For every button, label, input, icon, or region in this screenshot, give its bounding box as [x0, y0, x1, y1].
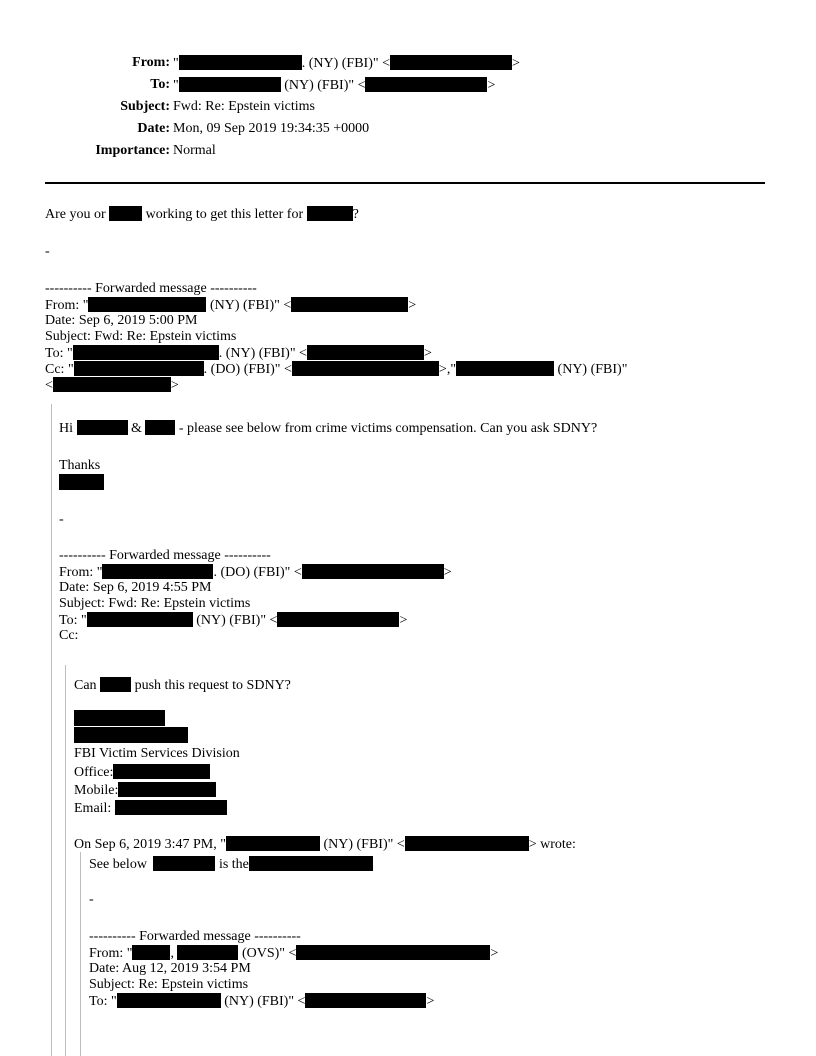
- redaction: [117, 993, 221, 1008]
- redaction: [59, 474, 104, 490]
- fwd-from: From: " (NY) (FBI)" < >: [45, 298, 417, 313]
- quote3-dash: -: [89, 892, 94, 907]
- forward-separator: ---------- Forwarded message ----------: [89, 929, 301, 944]
- signature-title: [74, 727, 188, 745]
- fwd-cc: Cc:: [59, 628, 79, 643]
- redaction: [296, 945, 490, 960]
- redaction: [74, 710, 165, 726]
- fwd-subject: Subject: Fwd: Re: Epstein victims: [59, 596, 251, 611]
- signature-mobile: Mobile:: [74, 782, 216, 799]
- quote3-see-below: See below is the: [89, 856, 373, 873]
- quote-bar-level-1: [51, 404, 52, 1056]
- signature-dash: -: [45, 244, 50, 259]
- redaction: [153, 856, 215, 871]
- from-label: From:: [132, 55, 170, 70]
- fwd-subject: Subject: Re: Epstein victims: [89, 977, 249, 992]
- redaction: [118, 782, 216, 797]
- subject-label: Subject:: [120, 99, 170, 114]
- quote1-dash: -: [59, 512, 64, 527]
- quote-bar-level-3: [80, 852, 81, 1056]
- fwd-from: From: " . (DO) (FBI)" < >: [59, 565, 452, 580]
- redaction: [291, 297, 408, 312]
- signature-email: Email:: [74, 800, 227, 817]
- redaction: [177, 945, 238, 960]
- to-value: " (NY) (FBI)" < >: [173, 78, 496, 93]
- importance-label: Importance:: [95, 143, 170, 158]
- fwd-cc: Cc: " . (DO) (FBI)" < >," (NY) (FBI)": [45, 362, 628, 377]
- redaction: [88, 297, 206, 312]
- quote2-request: Can push this request to SDNY?: [74, 678, 291, 693]
- forward-separator: ---------- Forwarded message ----------: [45, 281, 257, 296]
- redaction: [115, 800, 227, 815]
- fwd-cc-continued: < >: [45, 378, 179, 393]
- to-label: To:: [150, 77, 170, 92]
- fwd-date: Date: Aug 12, 2019 3:54 PM: [89, 961, 251, 976]
- quote-bar-level-2: [65, 665, 66, 1056]
- from-value: " . (NY) (FBI)" < >: [173, 56, 520, 71]
- redaction: [145, 420, 175, 435]
- importance-value: Normal: [173, 143, 216, 158]
- subject-value: Fwd: Re: Epstein victims: [173, 99, 315, 114]
- redaction: [307, 206, 353, 221]
- redaction: [277, 612, 399, 627]
- date-label: Date:: [137, 121, 170, 136]
- redaction: [77, 420, 128, 435]
- redaction: [179, 77, 281, 92]
- redaction: [226, 836, 320, 851]
- quote2-attribution: On Sep 6, 2019 3:47 PM, " (NY) (FBI)" < > wrote:: [74, 837, 576, 852]
- redaction: [179, 55, 302, 70]
- quote1-greeting: Hi & - please see below from crime victims compensation. Can you ask SDNY?: [59, 421, 598, 436]
- redaction: [74, 361, 204, 376]
- redaction: [100, 677, 131, 692]
- redaction: [305, 993, 426, 1008]
- fwd-to: To: " (NY) (FBI)" < >: [59, 613, 408, 628]
- date-value: Mon, 09 Sep 2019 19:34:35 +0000: [173, 121, 370, 136]
- redaction: [302, 564, 444, 579]
- redaction: [53, 377, 171, 392]
- redaction: [307, 345, 424, 360]
- redaction: [102, 564, 213, 579]
- forward-separator: ---------- Forwarded message ----------: [59, 548, 271, 563]
- signature-office: Office:: [74, 764, 210, 781]
- fwd-subject: Subject: Fwd: Re: Epstein victims: [45, 329, 237, 344]
- redaction: [113, 764, 210, 779]
- redaction: [456, 361, 554, 376]
- quote1-thanks: Thanks: [59, 458, 101, 473]
- redaction: [109, 206, 142, 221]
- header-divider: [45, 182, 765, 184]
- redaction: [405, 836, 529, 851]
- fwd-date: Date: Sep 6, 2019 5:00 PM: [45, 313, 198, 328]
- fwd-date: Date: Sep 6, 2019 4:55 PM: [59, 580, 212, 595]
- signature-division: FBI Victim Services Division: [74, 746, 240, 761]
- redaction: [74, 727, 188, 743]
- redaction: [132, 945, 170, 960]
- redaction: [73, 345, 219, 360]
- quote1-signature: [59, 474, 104, 492]
- redaction: [365, 77, 487, 92]
- signature-name: [74, 710, 165, 728]
- fwd-to: To: " . (NY) (FBI)" < >: [45, 346, 432, 361]
- body-line-1: Are you or working to get this letter for ?: [45, 207, 359, 222]
- fwd-to: To: " (NY) (FBI)" < >: [89, 994, 435, 1009]
- redaction: [87, 612, 193, 627]
- redaction: [292, 361, 439, 376]
- redaction: [390, 55, 512, 70]
- redaction: [249, 856, 373, 871]
- fwd-from: From: " , (OVS)" < >: [89, 946, 499, 961]
